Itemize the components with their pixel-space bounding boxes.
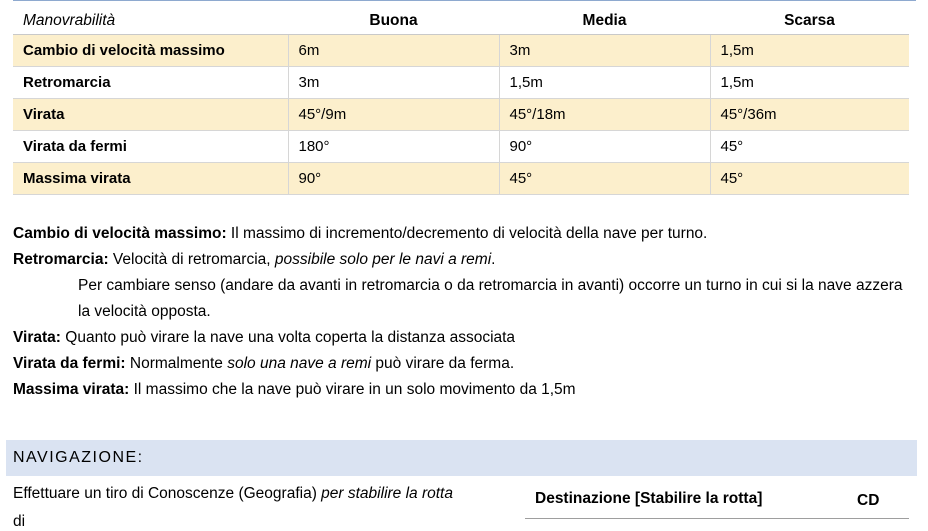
table-cell: 180° xyxy=(288,131,499,163)
table-cell: 45° xyxy=(710,131,909,163)
table-row xyxy=(13,131,909,163)
table-cell: 3m xyxy=(499,35,710,67)
note-reverse: Retromarcia: Velocità di retromarcia, possibile solo per le navi a remi. xyxy=(13,251,496,268)
table-row xyxy=(13,99,909,131)
note-max-turn: Massima virata: Il massimo che la nave può virare in un solo movimento da 1,5m xyxy=(13,381,576,398)
column-header-good: Buona xyxy=(288,7,499,35)
navigation-text-continued: di xyxy=(13,513,26,530)
row-label: Cambio di velocità massimo xyxy=(13,35,288,67)
table-row xyxy=(13,67,909,99)
row-label: Virata xyxy=(13,99,288,131)
note-standing-turn: Virata da fermi: Normalmente solo una nave a remi può virare da ferma. xyxy=(13,355,515,372)
note-turn: Virata: Quanto può virare la nave una volta coperta la distanza associata xyxy=(13,329,516,346)
table-cell: 45° xyxy=(710,163,909,195)
destination-label: Destinazione [Stabilire la rotta] xyxy=(535,490,763,507)
table-cell: 45° xyxy=(499,163,710,195)
definitions xyxy=(13,221,918,403)
table-cell: 90° xyxy=(288,163,499,195)
column-header-medium: Media xyxy=(499,7,710,35)
table-row xyxy=(13,163,909,195)
navigation-text: Effettuare un tiro di Conoscenze (Geografia) per stabilire la rotta xyxy=(13,485,453,502)
destination-table xyxy=(525,490,909,519)
note-reverse-detail: Per cambiare senso (andare da avanti in retromarcia o da retromarcia in avanti) occorre un turno in cui si la nave azzera la velocità opposta. xyxy=(78,277,903,320)
maneuverability-table xyxy=(13,7,909,195)
table-cell: 1,5m xyxy=(499,67,710,99)
table-cell: 90° xyxy=(499,131,710,163)
row-label: Massima virata xyxy=(13,163,288,195)
table-cell: 1,5m xyxy=(710,35,909,67)
destination-dc-header: CD xyxy=(857,492,880,509)
table-cell: 6m xyxy=(288,35,499,67)
note-speed-change: Cambio di velocità massimo: Il massimo di incremento/decremento di velocità della nave per turno. xyxy=(13,225,708,242)
table-cell: 3m xyxy=(288,67,499,99)
table-cell: 45°/36m xyxy=(710,99,909,131)
table-cell: 45°/18m xyxy=(499,99,710,131)
row-label: Virata da fermi xyxy=(13,131,288,163)
table-cell: 45°/9m xyxy=(288,99,499,131)
table-cell: 1,5m xyxy=(710,67,909,99)
navigation-heading: NAVIGAZIONE: xyxy=(6,440,917,476)
table-row xyxy=(13,35,909,67)
column-header-poor: Scarsa xyxy=(710,7,909,35)
row-label: Retromarcia xyxy=(13,67,288,99)
top-rule xyxy=(13,0,916,1)
table-corner-label: Manovrabilità xyxy=(13,7,288,35)
table-header-row xyxy=(13,7,909,35)
